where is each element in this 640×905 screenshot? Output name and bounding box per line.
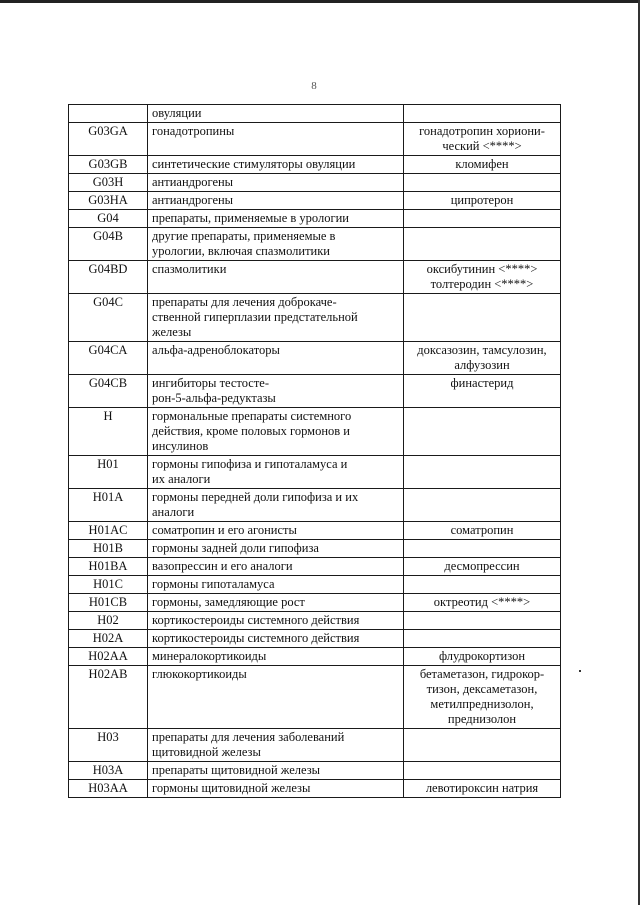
table-row [69,456,561,489]
drug-name-cell [404,105,561,123]
drug-name-line: ципротерон [450,193,514,207]
atc-code-cell: H02A [69,630,148,648]
table-row [69,261,561,294]
drug-name-cell [404,123,561,156]
drug-name-line: бетаметазон, гидрокор- [419,667,545,681]
drug-name-cell [404,261,561,294]
table-row [69,375,561,408]
description-cell [148,648,404,666]
description-line: антиандрогены [152,193,234,207]
atc-code-cell: H01AC [69,522,148,540]
drug-name-cell [404,456,561,489]
drug-name-line: гонадотропин хориони- [419,124,545,138]
drug-name-cell [404,342,561,375]
description-line: кортикостероиды системного действия [152,631,360,645]
drug-name-cell [404,612,561,630]
table-body [69,105,561,798]
atc-code-cell: H01C [69,576,148,594]
table-row [69,342,561,375]
description-cell [148,666,404,729]
drug-name-cell [404,630,561,648]
drug-name-cell [404,156,561,174]
atc-code-cell: G04 [69,210,148,228]
description-line: гормоны щитовидной железы [152,781,311,795]
description-cell [148,576,404,594]
table-row [69,780,561,798]
drug-name-line: тизон, дексаметазон, [426,682,538,696]
drug-name-cell [404,210,561,228]
description-line: инсулинов [152,439,209,453]
atc-code-cell: H03 [69,729,148,762]
drug-name-cell [404,762,561,780]
table-row [69,540,561,558]
description-line: их аналоги [152,472,211,486]
description-line: аналоги [152,505,195,519]
drug-name-cell [404,174,561,192]
drug-name-cell [404,408,561,456]
drug-name-line: десмопрессин [444,559,520,573]
drug-name-cell [404,558,561,576]
drug-name-cell [404,489,561,522]
description-cell [148,540,404,558]
description-cell [148,456,404,489]
description-cell [148,210,404,228]
atc-code-cell: G03H [69,174,148,192]
table-row [69,210,561,228]
description-line: другие препараты, применяемые в [152,229,336,243]
drug-name-cell [404,729,561,762]
table-row [69,294,561,342]
drug-name-line: алфузозин [454,358,510,372]
scan-edge-top [0,0,640,3]
drug-name-line: преднизолон [447,712,517,726]
atc-code-cell: G04CB [69,375,148,408]
description-line: кортикостероиды системного действия [152,613,360,627]
atc-code-cell: H01A [69,489,148,522]
table-row [69,408,561,456]
table-row [69,666,561,729]
description-cell [148,780,404,798]
description-line: спазмолитики [152,262,227,276]
drug-name-cell [404,375,561,408]
table-row [69,648,561,666]
page-number: 8 [311,80,317,92]
drug-name-cell [404,540,561,558]
description-line: гормоны передней доли гипофиза и их [152,490,359,504]
atc-code-cell: H01B [69,540,148,558]
atc-code-cell: H01CB [69,594,148,612]
atc-code-cell: H01BA [69,558,148,576]
table-row [69,762,561,780]
description-line: рон-5-альфа-редуктазы [152,391,276,405]
atc-code-cell: H03A [69,762,148,780]
description-line: синтетические стимуляторы овуляции [152,157,356,171]
drug-name-cell [404,522,561,540]
description-cell [148,192,404,210]
description-line: глюкокортикоиды [152,667,247,681]
drug-name-line: кломифен [455,157,509,171]
description-cell [148,174,404,192]
atc-code-cell: G04B [69,228,148,261]
drug-name-line: финастерид [450,376,514,390]
atc-code-cell: G04CA [69,342,148,375]
atc-code-cell: G04C [69,294,148,342]
drug-name-cell [404,780,561,798]
description-cell [148,342,404,375]
drug-name-cell [404,666,561,729]
table-row [69,228,561,261]
description-cell [148,228,404,261]
drug-name-cell [404,594,561,612]
table-row [69,174,561,192]
table-row [69,630,561,648]
table-row [69,558,561,576]
drug-name-line: оксибутинин <****> [426,262,538,276]
table-row [69,192,561,210]
atc-code-cell: G03GA [69,123,148,156]
description-line: гонадотропины [152,124,235,138]
atc-code-cell: G03GB [69,156,148,174]
description-line: гормональные препараты системного [152,409,352,423]
description-line: урологии, включая спазмолитики [152,244,330,258]
atc-code-cell: G03HA [69,192,148,210]
description-line: препараты, применяемые в урологии [152,211,349,225]
description-cell [148,612,404,630]
description-line: овуляции [152,106,202,120]
drug-name-line: октреотид <****> [433,595,531,609]
drug-name-line: флудрокортизон [438,649,526,663]
description-cell [148,375,404,408]
description-line: ственной гиперплазии предстательной [152,310,358,324]
drug-name-cell [404,576,561,594]
description-line: щитовидной железы [152,745,261,759]
description-cell [148,594,404,612]
description-cell [148,729,404,762]
drug-name-cell [404,294,561,342]
description-line: железы [152,325,192,339]
atc-code-cell: H01 [69,456,148,489]
drug-name-cell [404,192,561,210]
drug-name-line: метилпреднизолон, [430,697,534,711]
description-line: препараты щитовидной железы [152,763,321,777]
drug-name-cell [404,228,561,261]
drug-name-line: толтеродин <****> [430,277,534,291]
description-line: ингибиторы тестосте- [152,376,270,390]
table-row [69,612,561,630]
description-line: гормоны задней доли гипофиза [152,541,319,555]
description-cell [148,294,404,342]
description-cell [148,156,404,174]
atc-code-cell: H03AA [69,780,148,798]
description-line: действия, кроме половых гормонов и [152,424,350,438]
description-cell [148,408,404,456]
description-line: гормоны, замедляющие рост [152,595,305,609]
atc-code-cell [69,105,148,123]
table-row [69,729,561,762]
atc-code-cell: H [69,408,148,456]
description-line: альфа-адреноблокаторы [152,343,280,357]
atc-code-cell: H02AA [69,648,148,666]
table-row [69,105,561,123]
description-line: антиандрогены [152,175,234,189]
drug-name-line: левотироксин натрия [425,781,539,795]
description-cell [148,123,404,156]
stray-mark [579,670,581,672]
description-cell [148,630,404,648]
table-row [69,156,561,174]
table-row [69,522,561,540]
description-line: препараты для лечения доброкаче- [152,295,337,309]
atc-code-cell: H02AB [69,666,148,729]
table-row [69,123,561,156]
table-row [69,489,561,522]
atc-code-cell: G04BD [69,261,148,294]
table-row [69,576,561,594]
table-row [69,594,561,612]
description-line: гормоны гипофиза и гипоталамуса и [152,457,348,471]
drug-name-line: соматропин [450,523,514,537]
description-cell [148,558,404,576]
atc-code-cell: H02 [69,612,148,630]
description-cell [148,489,404,522]
description-cell [148,105,404,123]
drug-name-cell [404,648,561,666]
drug-name-line: ческий <****> [442,139,522,153]
description-cell [148,261,404,294]
drug-name-line: доксазозин, тамсулозин, [417,343,547,357]
description-line: препараты для лечения заболеваний [152,730,345,744]
description-cell [148,762,404,780]
description-line: гормоны гипоталамуса [152,577,275,591]
description-line: вазопрессин и его аналоги [152,559,293,573]
description-line: минералокортикоиды [152,649,267,663]
description-cell [148,522,404,540]
description-line: соматропин и его агонисты [152,523,297,537]
classification-table [68,104,561,798]
